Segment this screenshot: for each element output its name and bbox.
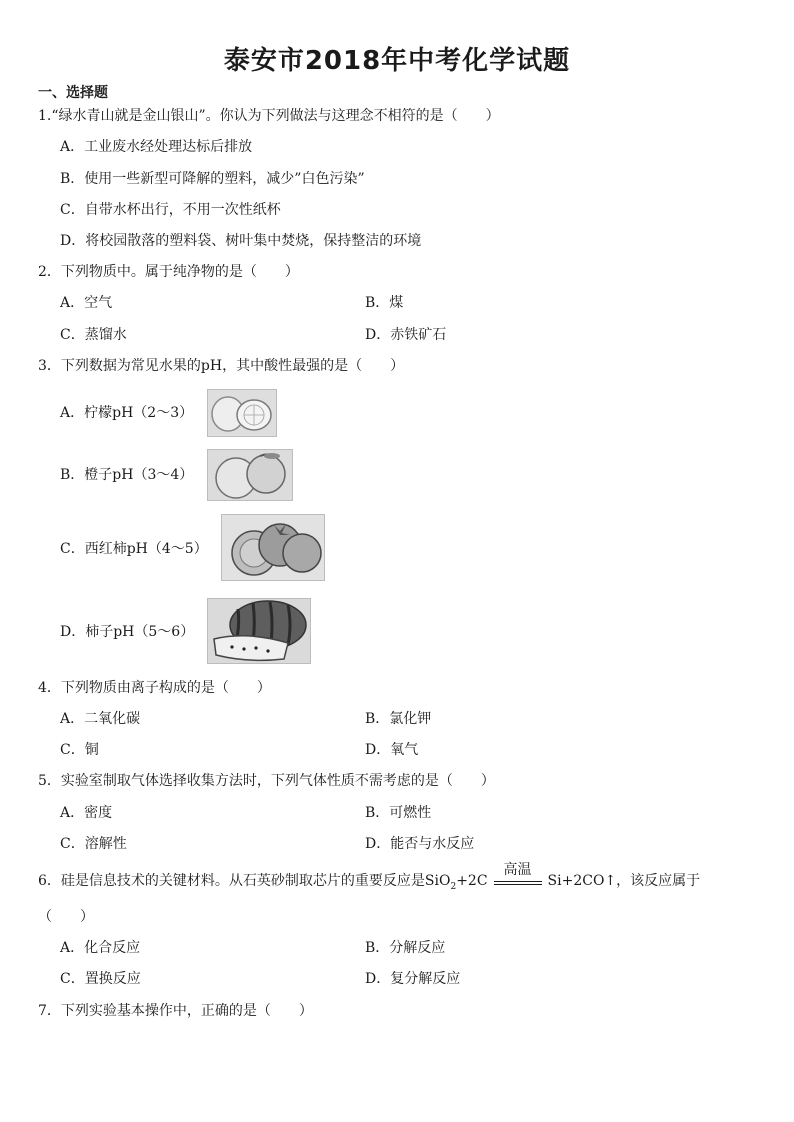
lemon-image (207, 389, 277, 437)
question-1-option-b: B．使用一些新型可降解的塑料，减少”白色污染” (60, 171, 365, 187)
question-6-paren: （ ） (38, 909, 94, 925)
question-2-option-b: B．煤 (365, 295, 404, 311)
question-4-stem: 4．下列物质由离子构成的是（ ） (38, 680, 271, 696)
question-5-option-d: D．能否与水反应 (365, 836, 475, 852)
question-5-option-c: C．溶解性 (60, 836, 127, 852)
question-5-stem: 5．实验室制取气体选择收集方法时，下列气体性质不需考虑的是（ ） (38, 773, 495, 789)
question-6-stem (38, 862, 701, 896)
question-4-option-d: D．氧气 (365, 742, 419, 758)
question-6-option-a: A．化合反应 (60, 940, 141, 956)
question-5-option-a: A．密度 (60, 805, 113, 821)
reaction-condition: 高温 (503, 862, 532, 878)
question-2-option-d: D．赤铁矿石 (365, 327, 447, 343)
question-1-stem: 1.“绿水青山就是金山银山”。你认为下列做法与这理念不相符的是（ ） (38, 108, 500, 124)
tomato-image (221, 514, 325, 581)
question-5-option-b: B．可燃性 (365, 805, 432, 821)
question-4-option-a: A．二氧化碳 (60, 711, 141, 727)
question-1-option-d: D．将校园散落的塑料袋、树叶集中焚烧，保持整洁的环境 (60, 233, 422, 249)
section-heading: 一、选择题 (38, 85, 108, 101)
question-3-option-b: B．橙子pH（3～4） (60, 467, 194, 483)
question-3-option-a: A．柠檬pH（2～3） (60, 405, 194, 421)
question-3-option-d: D．柿子pH（5～6） (60, 624, 195, 640)
question-4-option-c: C．铜 (60, 742, 99, 758)
question-6-stem-post: Si+2CO↑，该反应属于 (547, 873, 701, 889)
question-6-option-d: D．复分解反应 (365, 971, 461, 987)
question-4-option-b: B．氯化钾 (365, 711, 432, 727)
question-6-option-b: B．分解反应 (365, 940, 446, 956)
question-3-option-c: C．西红柿pH（4～5） (60, 541, 208, 557)
question-3-stem: 3．下列数据为常见水果的pH，其中酸性最强的是（ ） (38, 358, 405, 374)
question-2-option-c: C．蒸馏水 (60, 327, 127, 343)
question-7-stem: 7．下列实验基本操作中，正确的是（ ） (38, 1003, 313, 1019)
question-6-subscript: 2 (450, 881, 457, 892)
watermelon-image (207, 598, 311, 664)
question-1-option-a: A．工业废水经处理达标后排放 (60, 139, 253, 155)
question-6-option-c: C．置换反应 (60, 971, 141, 987)
question-1-option-c: C．自带水杯出行，不用一次性纸杯 (60, 202, 281, 218)
page-title: 泰安市2018年中考化学试题 (223, 46, 571, 76)
question-2-stem: 2．下列物质中。属于纯净物的是（ ） (38, 264, 299, 280)
question-6-stem-mid: +2C (456, 873, 488, 889)
orange-image (207, 449, 293, 501)
question-6-stem-pre: 6．硅是信息技术的关键材料。从石英砂制取芯片的重要反应是SiO (38, 873, 451, 889)
reaction-equals-sign (494, 862, 542, 885)
question-2-option-a: A．空气 (60, 295, 113, 311)
